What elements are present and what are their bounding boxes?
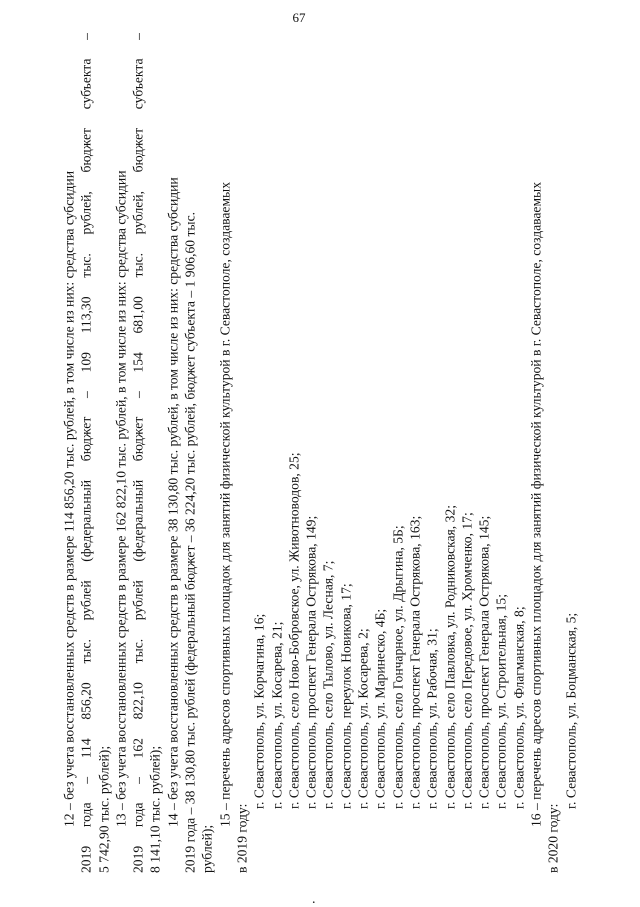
document-line: г. Севастополь, ул. Косарева, 2; <box>355 627 371 809</box>
document-line: 8 141,10 тыс. рублей); <box>148 745 164 873</box>
document-word: субъекта <box>78 58 94 109</box>
document-word: 681,00 <box>130 295 146 334</box>
document-line: 14 – без учета восстановленных средств в размере 38 130,80 тыс. рублей, в том числе из них: средства субсидии <box>165 176 181 827</box>
document-word: – <box>78 776 94 784</box>
document-line: г. Севастополь, переулок Новикова, 17; <box>338 582 354 809</box>
document-word: тыс. <box>78 638 94 664</box>
document-word: бюджет <box>130 416 146 461</box>
document-line: 15 – перечень адресов спортивных площадок для занятий физической культурой в г. Севастополе, создаваемых <box>217 181 233 827</box>
document-line: в 2019 году: <box>234 803 250 873</box>
document-line: г. Севастополь, село Гончарное, ул. Дрыгина, 5Б; <box>390 524 406 809</box>
document-word: бюджет <box>78 127 94 172</box>
document-word: 856,20 <box>78 681 94 720</box>
document-line: г. Севастополь, проспект Генерала Острякова, 145; <box>476 515 492 809</box>
document-word: года <box>130 802 146 827</box>
document-word: – <box>130 776 146 784</box>
document-word: рублей, <box>78 190 94 235</box>
document-word: рублей <box>78 579 94 620</box>
document-word: тыс. <box>130 638 146 663</box>
page-footer-mark: . <box>312 892 316 907</box>
document-word: 162 <box>130 737 146 758</box>
document-word: 113,30 <box>78 295 94 333</box>
document-body <box>61 33 580 873</box>
document-line: в 2020 году: <box>545 803 561 873</box>
document-word: бюджет <box>130 127 146 172</box>
document-line: г. Севастополь, село Тылово, ул. Лесная, 7; <box>321 560 336 809</box>
document-line: 16 – перечень адресов спортивных площадок для занятий физической культурой в г. Севастополе, создаваемых <box>528 181 544 827</box>
document-word: – <box>130 32 146 40</box>
document-line: г. Севастополь, село Ново-Бобровское, ул. Животноводов, 25; <box>286 451 302 809</box>
document-word: (федеральный <box>130 479 146 562</box>
document-line: г. Севастополь, ул. Боцманская, 5; <box>563 612 579 809</box>
document-line: 13 – без учета восстановленных средств в размере 162 822,10 тыс. рублей, в том числе из них: средства субсидии <box>113 170 129 827</box>
document-word: года <box>78 802 94 827</box>
document-word: 2019 <box>78 845 94 873</box>
document-word: – <box>78 390 94 398</box>
document-line: г. Севастополь, ул. Маринеско, 4Б; <box>372 608 388 809</box>
document-word: 109 <box>78 351 94 372</box>
document-line: г. Севастополь, ул. Косарева, 21; <box>269 621 285 809</box>
document-line: г. Севастополь, село Павловка, ул. Родниковская, 32; <box>442 504 458 809</box>
document-word: рублей <box>130 579 146 620</box>
page-number: 67 <box>292 10 306 25</box>
document-word: 154 <box>130 351 146 373</box>
document-line <box>130 33 147 873</box>
document-line: г. Севастополь, ул. Корчагина, 16; <box>251 613 267 809</box>
document-line: г. Севастополь, ул. Строительная, 15; <box>493 593 509 809</box>
document-word: тыс. <box>78 252 94 278</box>
document-word: рублей, <box>130 190 146 234</box>
document-word: субъекта <box>130 58 146 109</box>
document-line: г. Севастополь, село Передовое, ул. Хромченко, 17; <box>459 511 475 809</box>
document-line: 2019 года – 38 130,80 тыс. рублей (федеральный бюджет – 36 224,20 тыс. рублей, бюджет субъекта – 1 906,60 тыс. <box>182 211 198 873</box>
document-word: 114 <box>78 737 94 758</box>
document-word: (федеральный <box>78 479 94 562</box>
document-line: г. Севастополь, ул. Рабочая, 31; <box>424 627 440 809</box>
document-word: бюджет <box>78 416 94 461</box>
document-word: тыс. <box>130 252 146 277</box>
document-line: рублей); <box>199 824 215 873</box>
document-word: – <box>130 390 146 398</box>
document-line: г. Севастополь, ул. Флагманская, 8; <box>511 605 527 809</box>
document-line: г. Севастополь, проспект Генерала Острякова, 163; <box>407 515 423 809</box>
document-line: 5 742,90 тыс. рублей); <box>96 745 112 873</box>
document-line: г. Севастополь, проспект Генерала Острякова, 149; <box>303 515 319 809</box>
document-word: 2019 <box>130 845 146 873</box>
document-line <box>78 33 95 873</box>
document-word: – <box>78 32 94 40</box>
document-line: 12 – без учета восстановленных средств в размере 114 856,20 тыс. рублей, в том числе из них: средства субсидии <box>61 170 77 827</box>
document-word: 822,10 <box>130 681 146 719</box>
